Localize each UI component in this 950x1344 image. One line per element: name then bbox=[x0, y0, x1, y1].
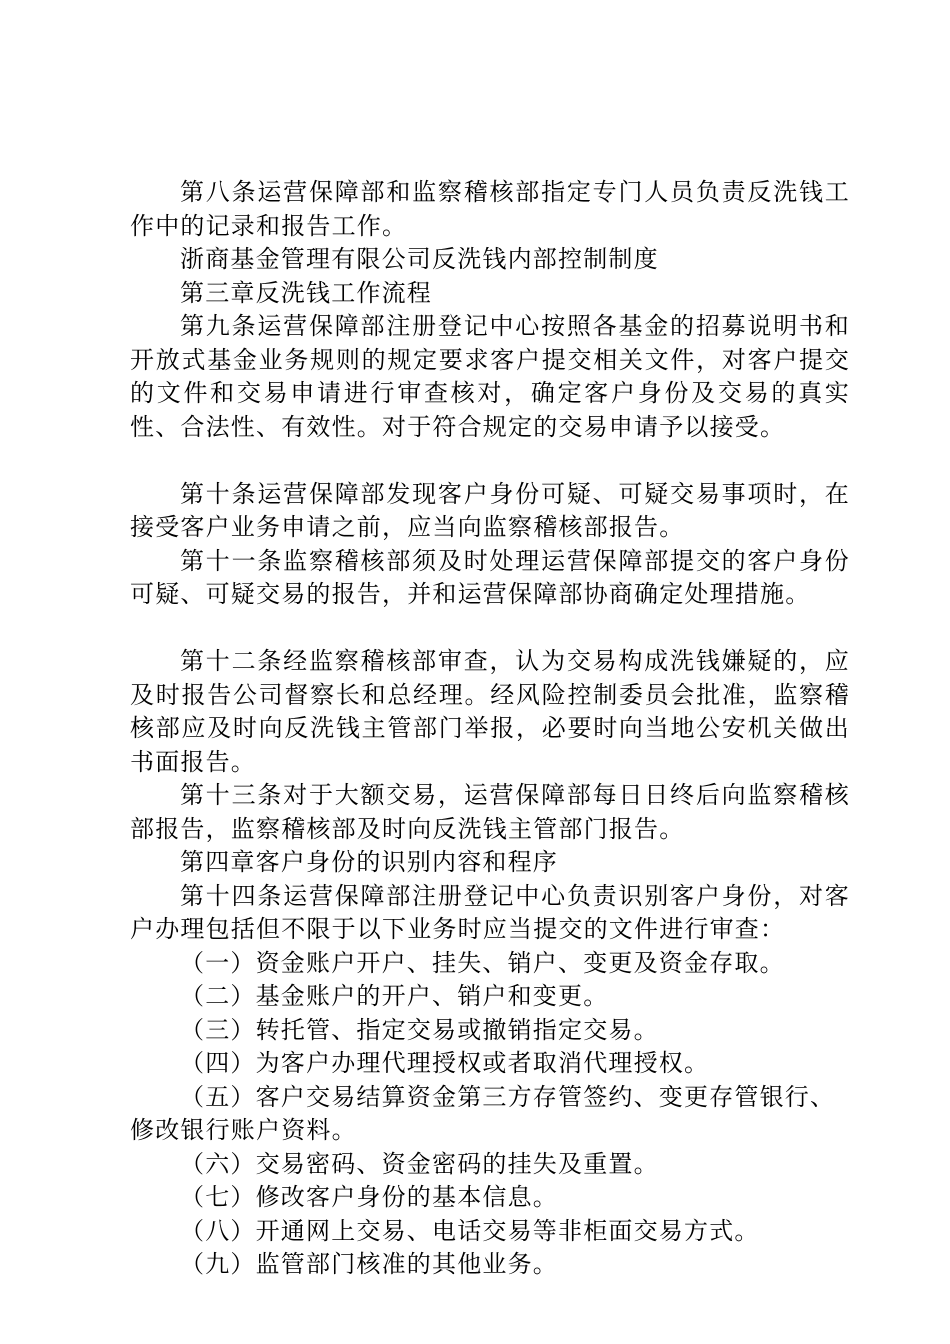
paragraph-article-10: 第十条运营保障部发现客户身份可疑、可疑交易事项时，在接受客户业务申请之前，应当向监察稽核部报告。 bbox=[130, 479, 850, 541]
list-item: （四）为客户办理代理授权或者取消代理授权。 bbox=[180, 1049, 710, 1077]
paragraph-article-8: 第八条运营保障部和监察稽核部指定专门人员负责反洗钱工作中的记录和报告工作。 bbox=[130, 178, 850, 240]
document-body bbox=[130, 176, 850, 1282]
paragraph-article-9: 第九条运营保障部注册登记中心按照各基金的招募说明书和开放式基金业务规则的规定要求客户提交相关文件，对客户提交的文件和交易申请进行审查核对，确定客户身份及交易的真实性、合法性、有效性。对于符合规定的交易申请予以接受。 bbox=[130, 312, 850, 441]
paragraph-article-13: 第十三条对于大额交易，运营保障部每日日终后向监察稽核部报告，监察稽核部及时向反洗钱主管部门报告。 bbox=[130, 781, 850, 843]
list-item: （八）开通网上交易、电话交易等非柜面交易方式。 bbox=[180, 1216, 760, 1245]
blank-line bbox=[130, 444, 850, 478]
paragraph-article-12: 第十二条经监察稽核部审查，认为交易构成洗钱嫌疑的，应及时报告公司督察长和总经理。经风险控制委员会批准，监察稽核部应及时向反洗钱主管部门举报，必要时向当地公安机关做出书面报告。 bbox=[130, 647, 850, 776]
list-item: （一）资金账户开户、挂失、销户、变更及资金存取。 bbox=[180, 948, 785, 977]
paragraph-article-11: 第十一条监察稽核部须及时处理运营保障部提交的客户身份可疑、可疑交易的报告，并和运营保障部协商确定处理措施。 bbox=[130, 546, 850, 608]
list-item: （九）监管部门核准的其他业务。 bbox=[180, 1250, 558, 1278]
blank-line bbox=[130, 612, 850, 646]
list-item: （二）基金账户的开户、销户和变更。 bbox=[180, 982, 609, 1010]
chapter-4-heading: 第四章客户身份的识别内容和程序 bbox=[180, 848, 558, 876]
list-item: （六）交易密码、资金密码的挂失及重置。 bbox=[180, 1149, 659, 1178]
list-item: （五）客户交易结算资金第三方存管签约、变更存管银行、修改银行账户资料。 bbox=[130, 1082, 836, 1144]
chapter-3-heading: 第三章反洗钱工作流程 bbox=[180, 278, 432, 307]
list-item: （三）转托管、指定交易或撤销指定交易。 bbox=[180, 1015, 659, 1044]
list-item: （七）修改客户身份的基本信息。 bbox=[180, 1183, 558, 1211]
document-title: 浙商基金管理有限公司反洗钱内部控制制度 bbox=[180, 245, 659, 273]
paragraph-article-14: 第十四条运营保障部注册登记中心负责识别客户身份，对客户办理包括但不限于以下业务时应当提交的文件进行审查： bbox=[130, 881, 850, 943]
